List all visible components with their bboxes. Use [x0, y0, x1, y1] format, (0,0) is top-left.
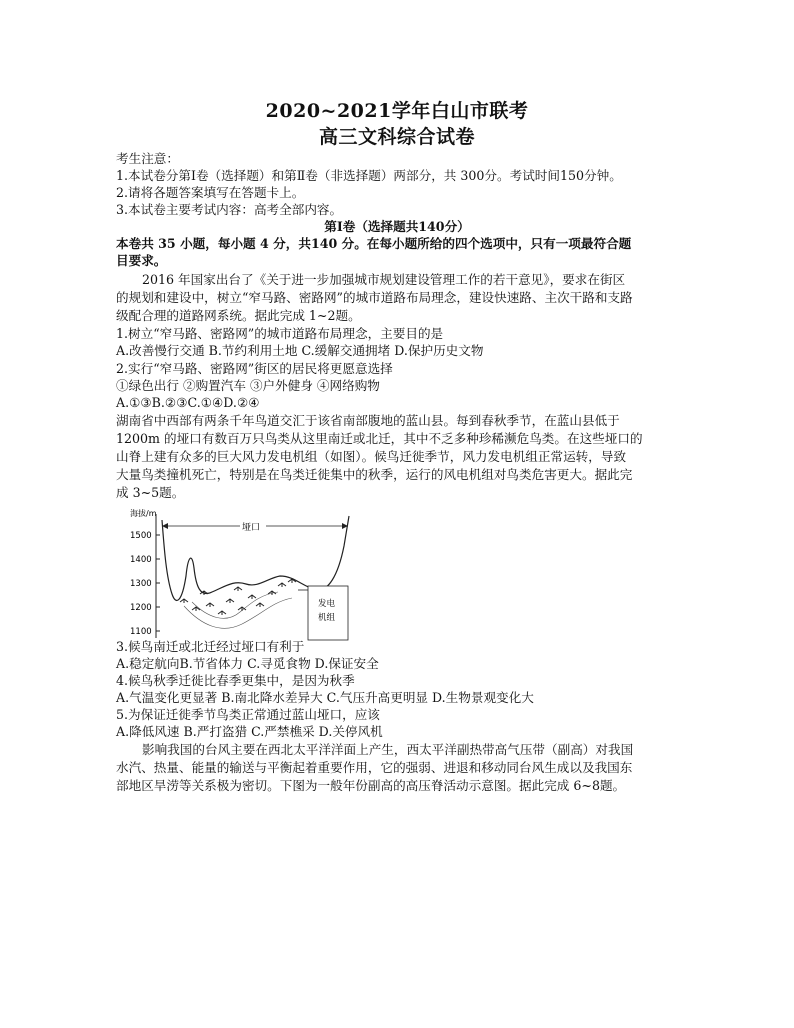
turbine-label: 机组 — [318, 613, 336, 623]
pass-profile-figure — [122, 506, 354, 646]
passage-line: 水汽、热量、能量的输送与平衡起着重要作用，它的强弱、进退和移动同台风生成以及我国东 — [116, 760, 633, 775]
turbine-label: 发电 — [318, 599, 336, 609]
question-2-stem: 2.实行“窄马路、密路网”街区的居民将更愿意选择 — [116, 361, 393, 376]
pass-label: 垭口 — [242, 523, 261, 533]
question-1-options: A.改善慢行交通 B.节约利用土地 C.缓解交通拥堵 D.保护历史文物 — [116, 343, 484, 358]
passage-line: 2016 年国家出台了《关于进一步加强城市规划建设管理工作的若干意见》，要求在街区 — [142, 272, 626, 287]
section-instruction: 本卷共 35 小题，每小题 4 分，共140 分。在每小题所给的四个选项中，只有一项最符合题 — [116, 236, 632, 251]
question-2-choices: ①绿色出行 ②购置汽车 ③户外健身 ④网络购物 — [116, 378, 380, 393]
passage-line: 成 3~5题。 — [116, 485, 185, 500]
passage-line: 山脊上建有众多的巨大风力发电机组（如图）。候鸟迁徙季节，风力发电机组正常运转，导致 — [116, 449, 627, 464]
terrain-hatch — [184, 598, 292, 628]
axis-tick: 1300 — [130, 579, 152, 589]
notice-heading: 考生注意： — [116, 151, 179, 166]
exam-title: 2020~2021学年白山市联考 — [265, 100, 529, 122]
notice-item: 2.请将各题答案填写在答题卡上。 — [116, 185, 305, 200]
question-4-options: A.气温变化更显著 B.南北降水差异大 C.气压升高更明显 D.生物景观变化大 — [116, 690, 534, 705]
question-2-options: A.①③B.②③C.①④D.②④ — [116, 395, 260, 410]
question-4-stem: 4.候鸟秋季迁徙比春季更集中，是因为秋季 — [116, 673, 355, 688]
axis-label: 海拔/m — [130, 509, 157, 518]
terrain-hatch — [192, 592, 278, 618]
passage-line: 影响我国的台风主要在西北太平洋洋面上产生，西太平洋副热带高气压带（副高）对我国 — [142, 742, 634, 757]
question-3-options: A.稳定航向B.节省体力 C.寻觅食物 D.保证安全 — [116, 656, 379, 671]
notice-item: 1.本试卷分第Ⅰ卷（选择题）和第Ⅱ卷（非选择题）两部分，共 300分。考试时间150分钟。 — [116, 168, 622, 183]
axis-tick: 1200 — [130, 603, 152, 613]
question-1-stem: 1.树立“窄马路、密路网”的城市道路布局理念，主要目的是 — [116, 326, 444, 341]
passage-line: 大量鸟类撞机死亡，特别是在鸟类迁徙集中的秋季，运行的风电机组对鸟类危害更大。据此完 — [116, 467, 633, 482]
axis-tick: 1400 — [130, 555, 152, 565]
axis-tick: 1500 — [130, 531, 152, 541]
passage-line: 1200m 的垭口有数百万只鸟类从这里南迁或北迁，其中不乏多种珍稀濒危鸟类。在这些垭口的 — [116, 431, 643, 446]
question-5-options: A.降低风速 B.严打盗猎 C.严禁樵采 D.关停风机 — [116, 724, 383, 739]
section-instruction: 目要求。 — [116, 253, 167, 268]
question-3-stem: 3.候鸟南迁或北迁经过垭口有利于 — [116, 639, 305, 654]
exam-subtitle: 高三文科综合试卷 — [318, 126, 475, 148]
passage-line: 部地区旱涝等关系极为密切。下图为一般年份副高的高压脊活动示意图。据此完成 6~8题。 — [116, 778, 626, 793]
passage-line: 的规划和建设中，树立“窄马路、密路网”的城市道路布局理念，建设快速路、主次干路和支路 — [116, 290, 633, 305]
section-title: 第Ⅰ卷（选择题共140分） — [324, 219, 470, 234]
question-5-stem: 5.为保证迁徙季节鸟类正常通过蓝山垭口，应该 — [116, 707, 380, 722]
passage-line: 湖南省中西部有两条千年鸟道交汇于该省南部腹地的蓝山县。每到春秋季节，在蓝山县低于 — [116, 413, 620, 428]
notice-item: 3.本试卷主要考试内容：高考全部内容。 — [116, 202, 343, 217]
axis-tick: 1100 — [130, 627, 152, 637]
passage-line: 级配合理的道路网系统。据此完成 1~2题。 — [116, 308, 361, 323]
